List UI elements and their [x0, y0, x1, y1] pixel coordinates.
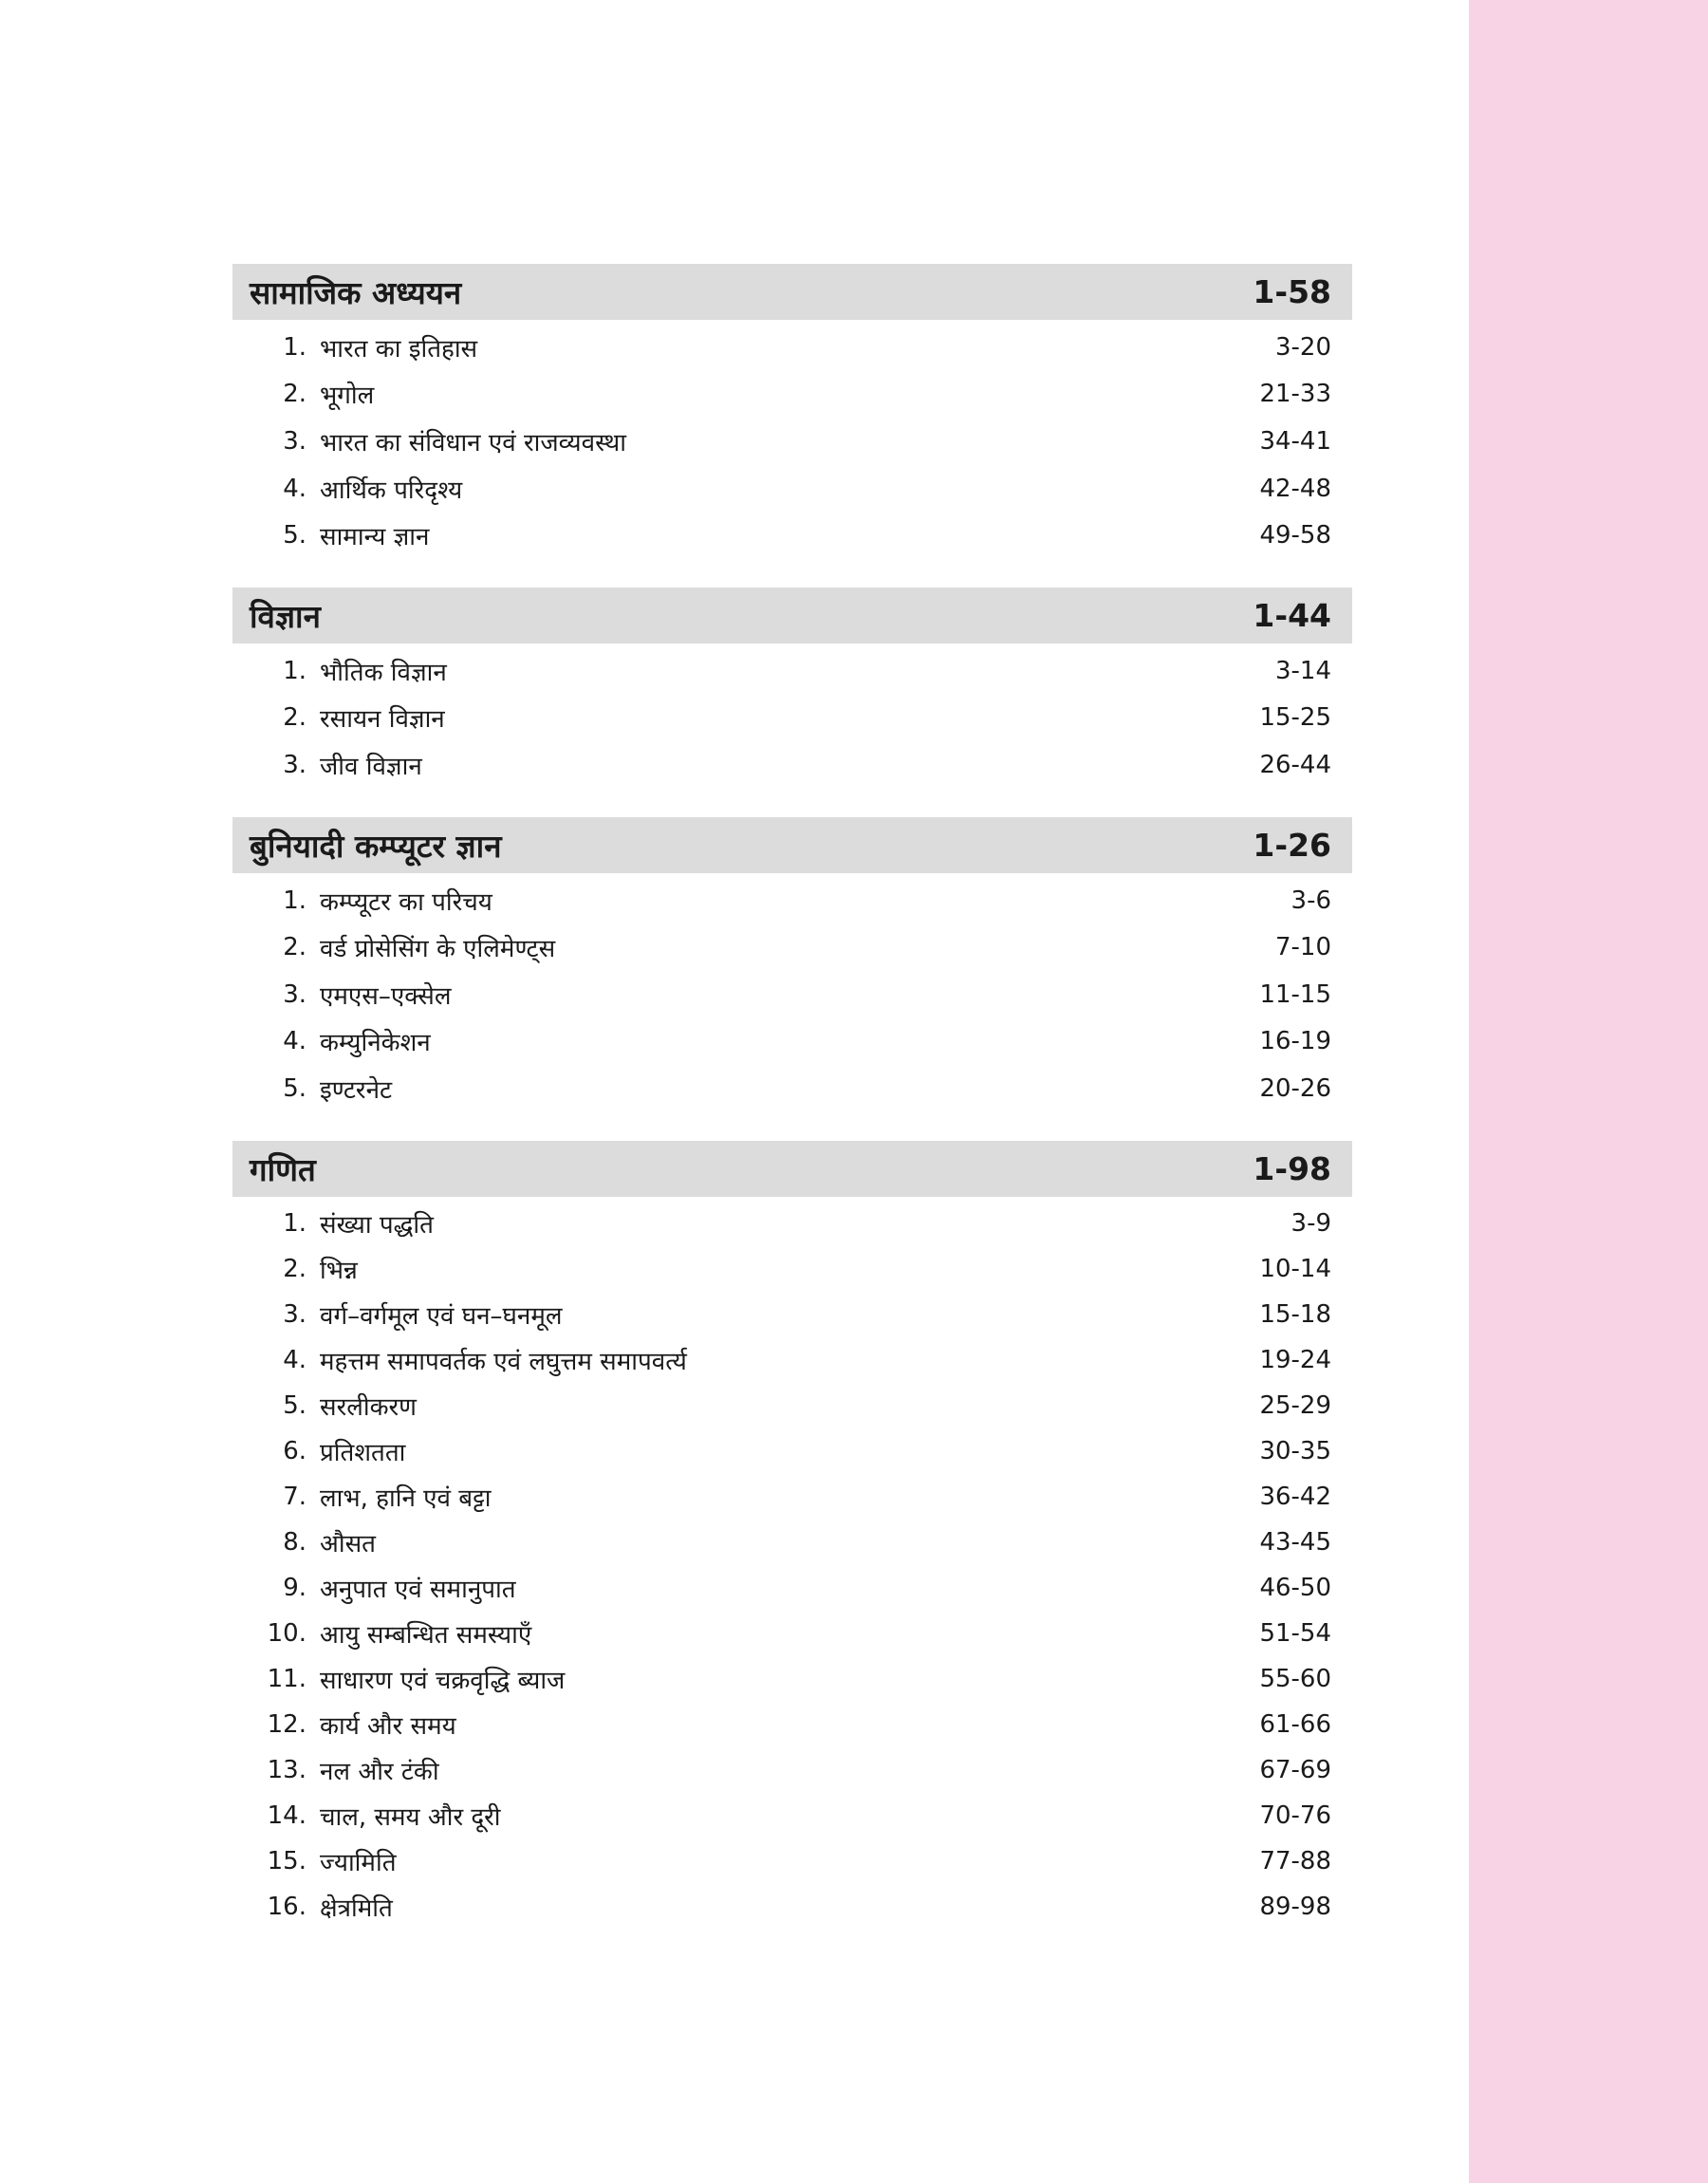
toc-entry — [232, 324, 1352, 371]
entry-title: प्रतिशतता — [320, 1438, 406, 1467]
entry-page-range: 3-20 — [1274, 332, 1331, 362]
entry-title: इण्टरनेट — [320, 1075, 393, 1105]
entry-number: 3. — [283, 750, 306, 779]
toc-entry — [232, 465, 1352, 513]
entry-title: एमएस–एक्सेल — [320, 981, 452, 1011]
entry-number: 2. — [283, 933, 306, 962]
toc-entry — [232, 1884, 1352, 1930]
entry-number: 3. — [283, 980, 306, 1009]
entry-number: 15. — [267, 1846, 306, 1875]
entry-number: 5. — [283, 1073, 306, 1103]
toc-entry — [232, 741, 1352, 789]
entry-title: नल और टंकी — [320, 1757, 439, 1786]
entry-number: 5. — [283, 521, 306, 550]
entry-number: 1. — [283, 1208, 306, 1238]
entry-title: कम्युनिकेशन — [320, 1029, 431, 1058]
entry-title: सामान्य ज्ञान — [320, 523, 430, 552]
toc-entry — [232, 1656, 1352, 1702]
entry-page-range: 70-76 — [1259, 1801, 1331, 1830]
entry-title: लाभ, हानि एवं बट्टा — [320, 1483, 492, 1513]
entry-title: आर्थिक परिदृश्य — [320, 476, 463, 505]
section-page-range: 1-26 — [1253, 826, 1331, 864]
entry-number: 3. — [283, 426, 306, 456]
entry-page-range: 16-19 — [1259, 1027, 1331, 1056]
entry-title: भौतिक विज्ञान — [320, 658, 447, 687]
toc-entry — [232, 877, 1352, 924]
entry-number: 5. — [283, 1390, 306, 1420]
side-color-band — [1469, 0, 1708, 2183]
toc-section — [232, 817, 1352, 1112]
entry-page-range: 7-10 — [1274, 933, 1331, 962]
toc-entry — [232, 1611, 1352, 1656]
entry-number: 16. — [267, 1892, 306, 1921]
section-entries — [232, 1197, 1352, 1930]
entry-number: 11. — [267, 1664, 306, 1693]
toc-entry — [232, 418, 1352, 465]
entry-number: 2. — [283, 703, 306, 733]
entry-page-range: 15-18 — [1259, 1299, 1331, 1329]
toc-entry — [232, 1702, 1352, 1747]
entry-number: 2. — [283, 380, 306, 409]
toc-section — [232, 264, 1352, 559]
entry-title: क्षेत्रमिति — [320, 1894, 393, 1923]
toc-entry — [232, 1065, 1352, 1112]
entry-number: 13. — [267, 1755, 306, 1784]
entry-page-range: 55-60 — [1259, 1664, 1331, 1693]
entry-page-range: 19-24 — [1259, 1345, 1331, 1374]
entry-page-range: 26-44 — [1259, 750, 1331, 779]
toc-entry — [232, 647, 1352, 695]
toc-entry — [232, 971, 1352, 1018]
entry-number: 1. — [283, 332, 306, 362]
toc-entry — [232, 1337, 1352, 1383]
entry-page-range: 61-66 — [1259, 1709, 1331, 1739]
entry-page-range: 89-98 — [1259, 1892, 1331, 1921]
entry-number: 4. — [283, 1345, 306, 1374]
entry-title: कार्य और समय — [320, 1711, 456, 1741]
entry-number: 8. — [283, 1527, 306, 1557]
toc-entry — [232, 1428, 1352, 1474]
entry-title: आयु सम्बन्धित समस्याएँ — [320, 1620, 532, 1650]
entry-title: औसत — [320, 1529, 376, 1558]
entry-page-range: 3-9 — [1290, 1208, 1331, 1238]
entry-page-range: 3-14 — [1274, 656, 1331, 685]
entry-title: संख्या पद्धति — [320, 1210, 434, 1240]
entry-title: ज्यामिति — [320, 1848, 397, 1877]
entry-number: 4. — [283, 1027, 306, 1056]
entry-title: महत्तम समापवर्तक एवं लघुत्तम समापवर्त्य — [320, 1347, 687, 1376]
entry-title: रसायन विज्ञान — [320, 705, 445, 735]
section-title: सामाजिक अध्ययन — [250, 274, 462, 311]
entry-number: 1. — [283, 886, 306, 915]
entry-title: वर्ग–वर्गमूल एवं घन–घनमूल — [320, 1301, 563, 1331]
entry-title: साधारण एवं चक्रवृद्धि ब्याज — [320, 1666, 566, 1695]
entry-page-range: 3-6 — [1290, 886, 1331, 915]
section-header — [232, 1141, 1352, 1197]
entry-title: कम्प्यूटर का परिचय — [320, 887, 492, 917]
toc-entry — [232, 1292, 1352, 1337]
entry-title: भारत का संविधान एवं राजव्यवस्था — [320, 428, 627, 457]
toc-entry — [232, 1474, 1352, 1520]
entry-number: 10. — [267, 1618, 306, 1648]
section-header — [232, 264, 1352, 320]
entry-title: जीव विज्ञान — [320, 752, 422, 781]
toc-entry — [232, 1565, 1352, 1611]
entry-number: 4. — [283, 474, 306, 503]
table-of-contents — [232, 264, 1352, 1958]
entry-page-range: 51-54 — [1259, 1618, 1331, 1648]
entry-title: भारत का इतिहास — [320, 334, 478, 364]
section-title: गणित — [250, 1150, 316, 1188]
entry-page-range: 11-15 — [1259, 980, 1331, 1009]
toc-section — [232, 1141, 1352, 1930]
section-title: विज्ञान — [250, 597, 321, 635]
entry-page-range: 42-48 — [1259, 474, 1331, 503]
entry-number: 7. — [283, 1482, 306, 1511]
section-page-range: 1-98 — [1253, 1149, 1331, 1187]
entry-page-range: 10-14 — [1259, 1254, 1331, 1283]
entry-title: वर्ड प्रोसेसिंग के एलिमेण्ट्स — [320, 935, 556, 964]
section-page-range: 1-58 — [1253, 273, 1331, 310]
section-header — [232, 817, 1352, 873]
toc-entry — [232, 1838, 1352, 1884]
entry-number: 1. — [283, 656, 306, 685]
entry-number: 9. — [283, 1573, 306, 1602]
section-entries — [232, 644, 1352, 789]
entry-page-range: 20-26 — [1259, 1073, 1331, 1103]
entry-page-range: 49-58 — [1259, 521, 1331, 550]
section-page-range: 1-44 — [1253, 596, 1331, 634]
section-entries — [232, 320, 1352, 559]
entry-page-range: 36-42 — [1259, 1482, 1331, 1511]
entry-page-range: 34-41 — [1259, 426, 1331, 456]
entry-number: 2. — [283, 1254, 306, 1283]
entry-page-range: 30-35 — [1259, 1436, 1331, 1465]
entry-page-range: 15-25 — [1259, 703, 1331, 733]
entry-page-range: 21-33 — [1259, 380, 1331, 409]
entry-page-range: 77-88 — [1259, 1846, 1331, 1875]
section-entries — [232, 873, 1352, 1112]
entry-number: 6. — [283, 1436, 306, 1465]
section-title: बुनियादी कम्प्यूटर ज्ञान — [250, 827, 502, 865]
entry-page-range: 25-29 — [1259, 1390, 1331, 1420]
toc-section — [232, 588, 1352, 789]
entry-title: चाल, समय और दूरी — [320, 1802, 501, 1832]
toc-entry — [232, 1520, 1352, 1565]
entry-number: 3. — [283, 1299, 306, 1329]
entry-number: 12. — [267, 1709, 306, 1739]
entry-page-range: 46-50 — [1259, 1573, 1331, 1602]
toc-entry — [232, 1201, 1352, 1246]
entry-title: भूगोल — [320, 382, 375, 411]
entry-page-range: 43-45 — [1259, 1527, 1331, 1557]
toc-entry — [232, 924, 1352, 971]
toc-entry — [232, 512, 1352, 559]
section-header — [232, 588, 1352, 644]
entry-title: भिन्न — [320, 1256, 358, 1285]
entry-title: अनुपात एवं समानुपात — [320, 1575, 516, 1604]
entry-number: 14. — [267, 1801, 306, 1830]
toc-entry — [232, 1747, 1352, 1793]
toc-entry — [232, 1246, 1352, 1292]
entry-title: सरलीकरण — [320, 1392, 417, 1422]
toc-entry — [232, 1793, 1352, 1838]
toc-entry — [232, 1383, 1352, 1428]
toc-entry — [232, 695, 1352, 742]
toc-entry — [232, 371, 1352, 419]
toc-entry — [232, 1018, 1352, 1066]
entry-page-range: 67-69 — [1259, 1755, 1331, 1784]
